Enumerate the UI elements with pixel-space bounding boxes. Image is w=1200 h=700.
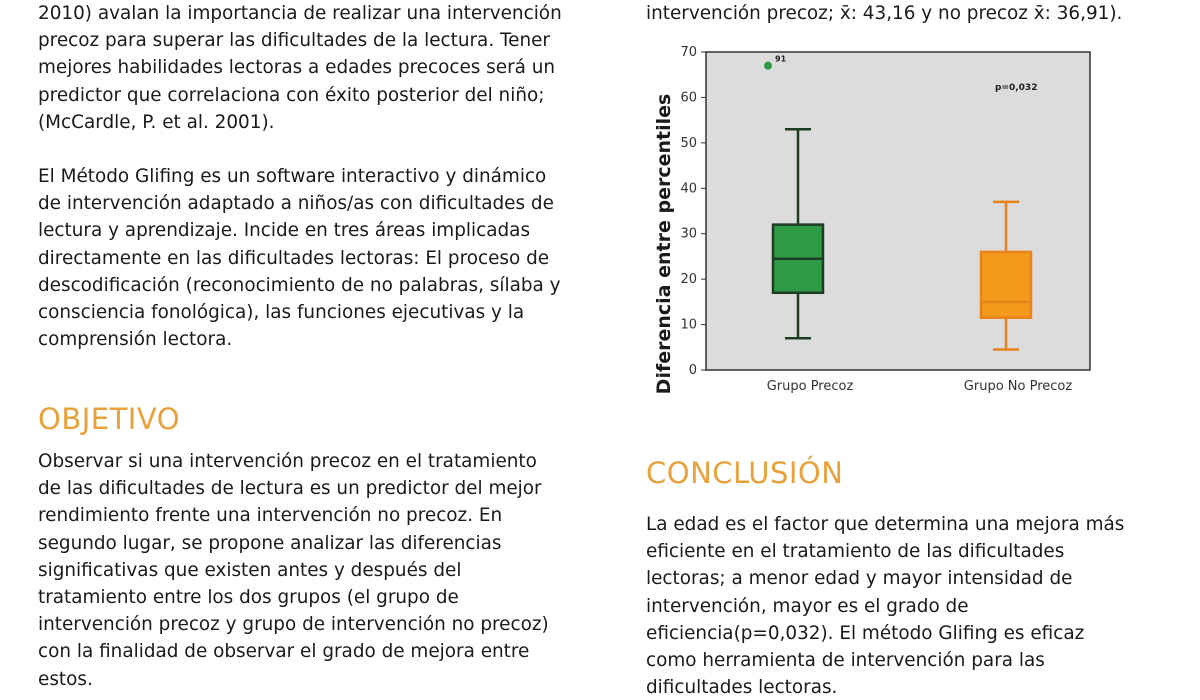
p-value-annotation: p=0,032 xyxy=(995,83,1038,93)
y-tick-label: 10 xyxy=(680,317,697,333)
objective-line: de las dificultades de lectura es un predictor del mejor xyxy=(38,478,542,500)
method-line: directamente en las dificultades lectoras: El proceso de xyxy=(38,247,550,269)
objective-line: intervención precoz y grupo de intervención no precoz) xyxy=(38,614,549,636)
objective-line: segundo lugar, se propone analizar las diferencias xyxy=(38,532,502,554)
intro-line: (McCardle, P. et al. 2001). xyxy=(38,111,275,133)
intro-line: predictor que correlaciona con éxito posterior del niño; xyxy=(38,84,545,106)
y-tick-label: 40 xyxy=(680,181,697,197)
intro-line: mejores habilidades lectoras a edades precoces será un xyxy=(38,57,556,79)
stats-summary-line: intervención precoz; x̄: 43,16 y no precoz x̄: 36,91). xyxy=(646,3,1123,24)
conclusion-line: intervención, mayor es el grado de xyxy=(646,595,969,617)
method-line: El Método Glifing es un software interactivo y dinámico xyxy=(38,166,547,187)
outlier-label: 91 xyxy=(775,54,787,64)
conclusion-heading: CONCLUSIÓN xyxy=(646,456,844,490)
boxplot-chart xyxy=(640,44,1120,404)
y-tick-label: 50 xyxy=(680,135,697,151)
method-line: comprensión lectora. xyxy=(38,329,233,351)
intro-line: 2010) avalan la importancia de realizar una intervención xyxy=(38,3,562,24)
objective-line: rendimiento frente una intervención no precoz. En xyxy=(38,505,503,527)
x-category-label: Grupo Precoz xyxy=(766,379,854,394)
objective-heading: OBJETIVO xyxy=(38,402,181,436)
y-tick-label: 60 xyxy=(680,90,697,106)
method-paragraph xyxy=(38,163,561,353)
y-tick-label: 0 xyxy=(688,363,697,378)
conclusion-line: La edad es el factor que determina una mejora más xyxy=(646,514,1125,535)
intro-line: precoz para superar las dificultades de la lectura. Tener xyxy=(38,30,550,52)
method-line: consciencia fonológica), las funciones ejecutivas y la xyxy=(38,302,525,324)
conclusion-line: dificultades lectoras. xyxy=(646,677,838,699)
objective-line: significativas que existen antes y después del xyxy=(38,559,462,581)
y-tick-label: 70 xyxy=(680,45,697,60)
objective-line: estos. xyxy=(38,668,93,690)
objective-line: tratamiento entre los dos grupos (el grupo de xyxy=(38,587,459,609)
conclusion-paragraph xyxy=(646,511,1124,700)
conclusion-line: eficiencia(p=0,032). El método Glifing es eficaz xyxy=(646,622,1085,644)
method-line: descodificación (reconocimiento de no palabras, sílaba y xyxy=(38,274,561,296)
plot-area xyxy=(706,52,1090,370)
x-category-label: Grupo No Precoz xyxy=(963,379,1073,394)
conclusion-line: como herramienta de intervención para las xyxy=(646,650,1045,672)
method-line: de intervención adaptado a niños/as con dificultades de xyxy=(38,193,554,215)
conclusion-line: lectoras; a menor edad y mayor intensidad de xyxy=(646,568,1073,590)
y-tick-label: 20 xyxy=(680,272,697,288)
y-axis-label: Diferencia entre percentiles xyxy=(653,93,675,395)
y-tick-label: 30 xyxy=(680,226,697,242)
outlier-point xyxy=(764,62,772,70)
objective-line: con la finalidad de observar el grado de mejora entre xyxy=(38,641,530,663)
method-line: lectura y aprendizaje. Incide en tres áreas implicadas xyxy=(38,220,531,242)
x-axis-labels xyxy=(767,379,1073,394)
objective-line: Observar si una intervención precoz en el tratamiento xyxy=(38,451,537,472)
box-iqr xyxy=(981,252,1031,318)
y-axis-ticks xyxy=(680,45,706,378)
intro-paragraph xyxy=(38,0,562,136)
conclusion-line: eficiente en el tratamiento de las dificultades xyxy=(646,541,1065,563)
objective-paragraph xyxy=(38,448,549,693)
